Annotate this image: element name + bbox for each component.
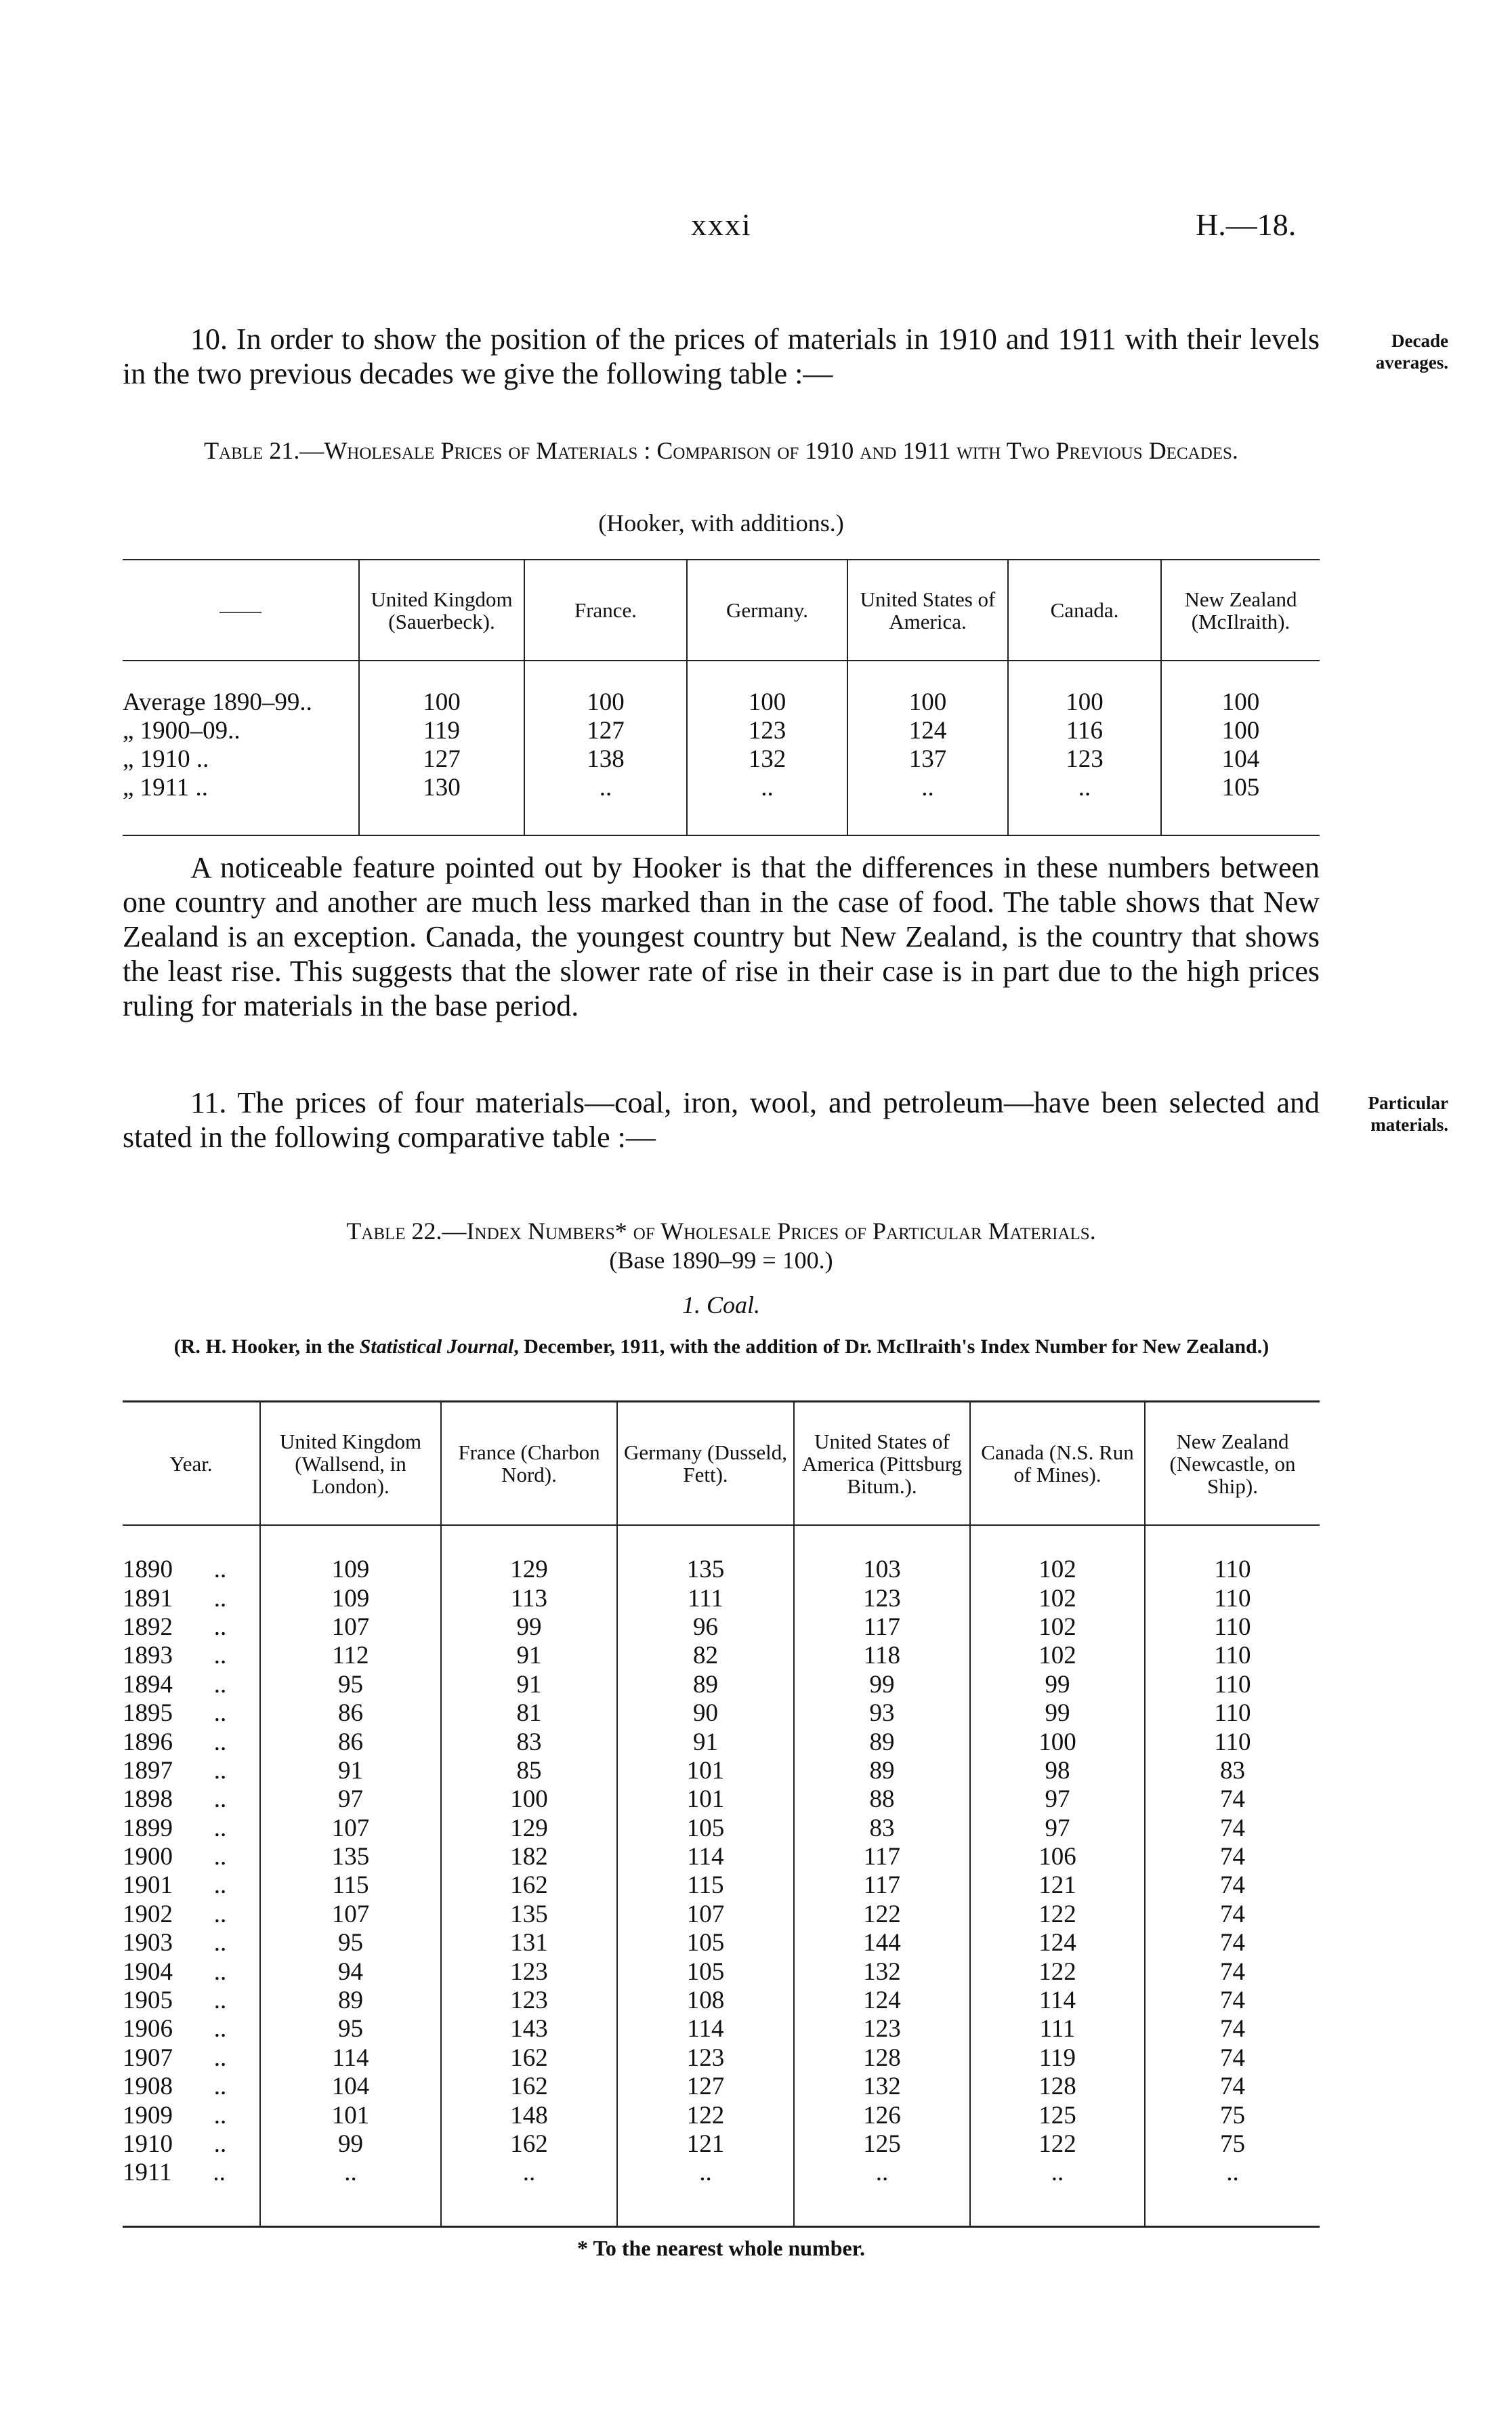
- source-text: (R. H. Hooker, in the: [173, 1335, 360, 1358]
- table-cell: 110: [1145, 1642, 1320, 1670]
- table-cell: 162: [441, 2044, 617, 2073]
- table-21-source: (Hooker, with additions.): [598, 510, 844, 537]
- table-22-footnote: * To the nearest whole number.: [577, 2236, 865, 2260]
- table-cell: 74: [1145, 1843, 1320, 1871]
- year: 1898: [123, 1785, 173, 1814]
- leader-dots: ..: [213, 2073, 227, 2101]
- table-cell: 104: [1161, 745, 1320, 774]
- row-label: [123, 1785, 260, 1814]
- table-row: [123, 774, 1320, 835]
- table-cell: 110: [1145, 1671, 1320, 1699]
- table-row: [123, 1699, 1320, 1728]
- table-cell: 93: [794, 1699, 970, 1728]
- column-header: New Zealand (Newcastle, on Ship).: [1145, 1402, 1320, 1526]
- table-cell: 123: [794, 1584, 970, 1613]
- row-label: „ 1910 ..: [123, 745, 209, 773]
- table-cell: 89: [260, 1987, 441, 2015]
- table-cell: 110: [1145, 1613, 1320, 1642]
- table-cell: 132: [687, 745, 847, 774]
- table-cell: ..: [617, 2159, 794, 2226]
- table-cell: 100: [524, 661, 687, 717]
- row-label: [123, 2159, 260, 2226]
- table-row: [123, 1613, 1320, 1642]
- table-cell: 114: [617, 2015, 794, 2043]
- year: 1897: [123, 1756, 173, 1785]
- row-label: [123, 1613, 260, 1642]
- table-21-heading: —Wholesale Prices of Materials : Comparison of 1910 and 1911 with Two Previous Decades.: [299, 437, 1238, 464]
- table-cell: 123: [687, 717, 847, 745]
- table-cell: 107: [617, 1900, 794, 1929]
- table-22-base: (Base 1890–99 = 100.): [609, 1247, 833, 1274]
- table-cell: 108: [617, 1987, 794, 2015]
- year: 1905: [123, 1987, 173, 2015]
- year: 1908: [123, 2073, 173, 2101]
- table-cell: 114: [260, 2044, 441, 2073]
- document-reference: H.—18.: [1196, 207, 1297, 242]
- row-label: [123, 1671, 260, 1699]
- row-label: [123, 2130, 260, 2159]
- table-cell: 81: [441, 1699, 617, 1728]
- table-cell: 119: [359, 717, 524, 745]
- table-cell: 100: [847, 661, 1008, 717]
- paragraph-after-table-21: [123, 850, 1320, 1023]
- leader-dots: ..: [213, 1957, 227, 1986]
- column-header: France.: [524, 560, 687, 661]
- table-cell: 144: [794, 1929, 970, 1957]
- year: 1894: [123, 1670, 173, 1699]
- table-cell: 111: [970, 2015, 1145, 2043]
- leader-dots: ..: [213, 1584, 227, 1613]
- row-label: [123, 1843, 260, 1871]
- row-label: Average 1890–99..: [123, 688, 312, 716]
- table-cell: 99: [794, 1671, 970, 1699]
- leader-dots: ..: [213, 1843, 227, 1871]
- table-cell: 100: [1161, 717, 1320, 745]
- row-label: [123, 2044, 260, 2073]
- year: 1909: [123, 2101, 173, 2129]
- leader-dots: ..: [213, 1900, 227, 1928]
- table-cell: 162: [441, 1871, 617, 1900]
- table-cell: 102: [970, 1525, 1145, 1584]
- table-cell: 75: [1145, 2130, 1320, 2159]
- table-cell: 86: [260, 1728, 441, 1756]
- table-cell: 115: [260, 1871, 441, 1900]
- table-cell: ..: [260, 2159, 441, 2226]
- table-21-title: [123, 437, 1320, 464]
- table-cell: 143: [441, 2015, 617, 2043]
- table-cell: 96: [617, 1613, 794, 1642]
- column-header: France (Charbon Nord).: [441, 1402, 617, 1526]
- leader-dots: ..: [213, 2043, 227, 2072]
- year: 1907: [123, 2043, 173, 2072]
- table-cell: 98: [970, 1757, 1145, 1785]
- section-11-paragraph: [123, 1085, 1320, 1155]
- table-cell: 115: [617, 1871, 794, 1900]
- table-cell: 137: [847, 745, 1008, 774]
- table-cell: 100: [970, 1728, 1145, 1756]
- table-cell: 83: [794, 1814, 970, 1843]
- table-cell: 119: [970, 2044, 1145, 2073]
- year: 1891: [123, 1584, 173, 1613]
- row-label: [123, 1814, 260, 1843]
- row-label: [123, 2015, 260, 2043]
- table-cell: 107: [260, 1613, 441, 1642]
- table-cell: 117: [794, 1871, 970, 1900]
- leader-dots: ..: [213, 2015, 227, 2043]
- row-label: [123, 1584, 260, 1613]
- column-header: Year.: [123, 1402, 260, 1526]
- table-cell: 75: [1145, 2101, 1320, 2129]
- table-cell: 99: [441, 1613, 617, 1642]
- table-cell: 127: [617, 2073, 794, 2101]
- table-cell: 135: [617, 1525, 794, 1584]
- table-cell: 100: [687, 661, 847, 717]
- table-cell: 111: [617, 1584, 794, 1613]
- table-cell: 74: [1145, 1785, 1320, 1814]
- column-header: United States of America.: [847, 560, 1008, 661]
- leader-dots: ..: [213, 2101, 227, 2129]
- leader-dots: ..: [213, 1987, 227, 2015]
- year: 1896: [123, 1728, 173, 1756]
- table-cell: 122: [970, 1957, 1145, 1986]
- table-cell: 89: [617, 1671, 794, 1699]
- table-cell: ..: [441, 2159, 617, 2226]
- table-cell: 74: [1145, 2044, 1320, 2073]
- table-cell: 99: [260, 2130, 441, 2159]
- table-row: [123, 2073, 1320, 2101]
- year: 1903: [123, 1929, 173, 1957]
- table-row: [123, 1987, 1320, 2015]
- table-cell: 135: [441, 1900, 617, 1929]
- table-cell: 103: [794, 1525, 970, 1584]
- column-header: Germany.: [687, 560, 847, 661]
- table-cell: 126: [794, 2101, 970, 2129]
- table-cell: 114: [617, 1843, 794, 1871]
- table-cell: ..: [847, 774, 1008, 835]
- year: 1906: [123, 2015, 173, 2043]
- table-row: [123, 1843, 1320, 1871]
- table-row: [123, 745, 1320, 774]
- table-cell: 107: [260, 1814, 441, 1843]
- table-22-title: Table 22.—Index Numbers* of Wholesale Prices of Particular Materials.: [346, 1218, 1096, 1245]
- table-cell: ..: [1008, 774, 1161, 835]
- table-cell: 124: [847, 717, 1008, 745]
- table-cell: 99: [970, 1671, 1145, 1699]
- table-cell: 123: [1008, 745, 1161, 774]
- table-cell: 88: [794, 1785, 970, 1814]
- column-header: United Kingdom (Sauerbeck).: [359, 560, 524, 661]
- table-cell: 106: [970, 1843, 1145, 1871]
- page-number: xxxi: [691, 207, 752, 242]
- table-row: [123, 717, 1320, 745]
- leader-dots: ..: [213, 1699, 227, 1728]
- table-cell: 100: [1008, 661, 1161, 717]
- table-cell: 113: [441, 1584, 617, 1613]
- leader-dots: ..: [213, 1642, 227, 1670]
- row-label: „ 1911 ..: [123, 774, 209, 802]
- table-cell: 124: [794, 1987, 970, 2015]
- row-label: [123, 1525, 260, 1584]
- table-cell: 85: [441, 1757, 617, 1785]
- table-cell: 83: [1145, 1757, 1320, 1785]
- year: 1904: [123, 1957, 173, 1986]
- leader-dots: ..: [213, 1556, 227, 1584]
- year: 1911: [123, 2159, 172, 2187]
- column-header: United States of America (Pittsburg Bitum.).: [794, 1402, 970, 1526]
- table-cell: ..: [687, 774, 847, 835]
- table-cell: 102: [970, 1584, 1145, 1613]
- leader-dots: ..: [213, 2159, 226, 2187]
- leader-dots: ..: [213, 1670, 227, 1699]
- table-cell: 105: [617, 1957, 794, 1986]
- row-label: [123, 1987, 260, 2015]
- table-cell: 182: [441, 1843, 617, 1871]
- year: 1892: [123, 1613, 173, 1641]
- year: 1910: [123, 2130, 173, 2158]
- table-row: [123, 2044, 1320, 2073]
- table-cell: 74: [1145, 2073, 1320, 2101]
- table-row: [123, 1642, 1320, 1670]
- table-row: [123, 1728, 1320, 1756]
- leader-dots: ..: [213, 1728, 227, 1756]
- table-cell: 90: [617, 1699, 794, 1728]
- table-cell: 110: [1145, 1525, 1320, 1584]
- table-cell: 105: [1161, 774, 1320, 835]
- table-cell: 124: [970, 1929, 1145, 1957]
- table-cell: 123: [441, 1957, 617, 1986]
- table-cell: 74: [1145, 1957, 1320, 1986]
- table-cell: 74: [1145, 1929, 1320, 1957]
- table-cell: 102: [970, 1642, 1145, 1670]
- column-header: Germany (Dusseld, Fett).: [617, 1402, 794, 1526]
- table-cell: 89: [794, 1728, 970, 1756]
- table-cell: 105: [617, 1929, 794, 1957]
- table-cell: 110: [1145, 1699, 1320, 1728]
- table-cell: 128: [970, 2073, 1145, 2101]
- table-21-header-row: [123, 560, 1320, 661]
- table-cell: 162: [441, 2130, 617, 2159]
- source-text: , December, 1911, with the addition of Dr. McIlraith's Index Number for New Zealand.): [513, 1335, 1269, 1358]
- table-cell: 121: [970, 1871, 1145, 1900]
- table-cell: 118: [794, 1642, 970, 1670]
- table-cell: 117: [794, 1613, 970, 1642]
- section-11-text: 11. The prices of four materials—coal, iron, wool, and petroleum—have been selected and stated in the following comparative table :—: [123, 1086, 1320, 1154]
- table-cell: 123: [794, 2015, 970, 2043]
- table-cell: 112: [260, 1642, 441, 1670]
- table-cell: 83: [441, 1728, 617, 1756]
- table-cell: ..: [1145, 2159, 1320, 2226]
- table-row: [123, 661, 1320, 717]
- row-label: [123, 1871, 260, 1900]
- table-cell: 117: [794, 1843, 970, 1871]
- table-cell: 122: [970, 1900, 1145, 1929]
- table-row: [123, 1785, 1320, 1814]
- table-cell: 135: [260, 1843, 441, 1871]
- table-cell: 95: [260, 1929, 441, 1957]
- table-cell: 129: [441, 1525, 617, 1584]
- section-10-paragraph: [123, 322, 1320, 391]
- table-cell: 121: [617, 2130, 794, 2159]
- row-label: [123, 2073, 260, 2101]
- table-cell: 82: [617, 1642, 794, 1670]
- table-cell: 122: [970, 2130, 1145, 2159]
- table-cell: 101: [617, 1757, 794, 1785]
- year: 1901: [123, 1871, 173, 1900]
- table-cell: 91: [441, 1671, 617, 1699]
- table-row: [123, 2159, 1320, 2226]
- table-cell: 105: [617, 1814, 794, 1843]
- margin-note-decade-averages: Decade averages.: [1375, 331, 1448, 373]
- table-cell: 109: [260, 1525, 441, 1584]
- table-cell: 125: [794, 2130, 970, 2159]
- table-cell: 110: [1145, 1728, 1320, 1756]
- table-cell: 104: [260, 2073, 441, 2101]
- year: 1895: [123, 1699, 173, 1728]
- table-cell: 132: [794, 1957, 970, 1986]
- year: 1890: [123, 1556, 173, 1584]
- year: 1902: [123, 1900, 173, 1928]
- table-row: [123, 2101, 1320, 2129]
- table-cell: 123: [617, 2044, 794, 2073]
- year: 1899: [123, 1814, 173, 1842]
- table-row: [123, 1525, 1320, 1584]
- table-cell: 74: [1145, 1987, 1320, 2015]
- table-row: [123, 1584, 1320, 1613]
- table-21-label: Table 21.: [204, 437, 300, 464]
- table-cell: ..: [970, 2159, 1145, 2226]
- table-cell: 91: [441, 1642, 617, 1670]
- row-label: [123, 1957, 260, 1986]
- table-cell: 94: [260, 1957, 441, 1986]
- table-cell: 95: [260, 1671, 441, 1699]
- table-cell: 129: [441, 1814, 617, 1843]
- paragraph-text: A noticeable feature pointed out by Hooker is that the differences in these numbers between one country and another are much less marked than in the case of food. The table shows that New Zealand is an exception. Canada, the youngest country but New Zealand, is the country that shows the least rise. This suggests that the slower rate of rise in their case is in part due to the high prices ruling for materials in the base period.: [123, 851, 1320, 1022]
- row-label: [123, 1699, 260, 1728]
- table-cell: 127: [524, 717, 687, 745]
- row-label: [123, 1900, 260, 1929]
- table-cell: 74: [1145, 1871, 1320, 1900]
- table-cell: 102: [970, 1613, 1145, 1642]
- table-cell: 86: [260, 1699, 441, 1728]
- table-cell: 114: [970, 1987, 1145, 2015]
- table-cell: 123: [441, 1987, 617, 2015]
- table-cell: 74: [1145, 1900, 1320, 1929]
- table-cell: 100: [359, 661, 524, 717]
- table-row: [123, 1900, 1320, 1929]
- table-row: [123, 1871, 1320, 1900]
- table-cell: 116: [1008, 717, 1161, 745]
- table-cell: ..: [524, 774, 687, 835]
- table-cell: 89: [794, 1757, 970, 1785]
- table-cell: 128: [794, 2044, 970, 2073]
- table-row: [123, 1929, 1320, 1957]
- leader-dots: ..: [213, 1613, 227, 1641]
- leader-dots: ..: [213, 1814, 227, 1842]
- table-22-header-row: [123, 1402, 1320, 1526]
- table-cell: 132: [794, 2073, 970, 2101]
- table-22: [123, 1400, 1320, 2228]
- table-cell: 100: [1161, 661, 1320, 717]
- table-cell: 74: [1145, 1814, 1320, 1843]
- row-label: [123, 1757, 260, 1785]
- table-cell: 125: [970, 2101, 1145, 2129]
- source-journal: Statistical Journal: [359, 1335, 514, 1358]
- table-cell: 101: [617, 1785, 794, 1814]
- row-label: „ 1900–09..: [123, 717, 240, 745]
- table-cell: 99: [970, 1699, 1145, 1728]
- leader-dots: ..: [213, 2130, 227, 2158]
- row-label: [123, 1728, 260, 1756]
- table-cell: 91: [617, 1728, 794, 1756]
- table-row: [123, 1957, 1320, 1986]
- table-cell: 95: [260, 2015, 441, 2043]
- table-cell: 74: [1145, 2015, 1320, 2043]
- table-cell: 110: [1145, 1584, 1320, 1613]
- table-cell: 91: [260, 1757, 441, 1785]
- table-cell: 148: [441, 2101, 617, 2129]
- table-cell: 109: [260, 1584, 441, 1613]
- column-header: ——: [123, 560, 359, 661]
- table-22-source: [146, 1335, 1297, 1359]
- column-header: New Zealand (McIlraith).: [1161, 560, 1320, 661]
- table-22-subtitle: 1. Coal.: [681, 1291, 760, 1318]
- table-row: [123, 1814, 1320, 1843]
- table-cell: 131: [441, 1929, 617, 1957]
- table-row: [123, 2015, 1320, 2043]
- section-10-text: 10. In order to show the position of the prices of materials in 1910 and 1911 with their levels in the two previous decades we give the following table :—: [123, 323, 1320, 390]
- table-cell: 122: [794, 1900, 970, 1929]
- table-21: [123, 559, 1320, 836]
- table-cell: 162: [441, 2073, 617, 2101]
- table-row: [123, 1757, 1320, 1785]
- table-cell: 101: [260, 2101, 441, 2129]
- year: 1900: [123, 1843, 173, 1871]
- table-cell: 97: [260, 1785, 441, 1814]
- table-cell: ..: [794, 2159, 970, 2226]
- table-cell: 100: [441, 1785, 617, 1814]
- leader-dots: ..: [213, 1785, 227, 1814]
- leader-dots: ..: [213, 1929, 227, 1957]
- row-label: [123, 1642, 260, 1670]
- table-cell: 138: [524, 745, 687, 774]
- table-cell: 127: [359, 745, 524, 774]
- leader-dots: ..: [213, 1871, 227, 1900]
- row-label: [123, 1929, 260, 1957]
- column-header: United Kingdom (Wallsend, in London).: [260, 1402, 441, 1526]
- table-row: [123, 1671, 1320, 1699]
- leader-dots: ..: [213, 1756, 227, 1785]
- table-cell: 107: [260, 1900, 441, 1929]
- table-cell: 130: [359, 774, 524, 835]
- table-cell: 97: [970, 1785, 1145, 1814]
- margin-note-particular-materials: Particular materials.: [1368, 1093, 1448, 1135]
- column-header: Canada.: [1008, 560, 1161, 661]
- year: 1893: [123, 1642, 173, 1670]
- row-label: [123, 2101, 260, 2129]
- table-cell: 122: [617, 2101, 794, 2129]
- column-header: Canada (N.S. Run of Mines).: [970, 1402, 1145, 1526]
- table-row: [123, 2130, 1320, 2159]
- table-cell: 97: [970, 1814, 1145, 1843]
